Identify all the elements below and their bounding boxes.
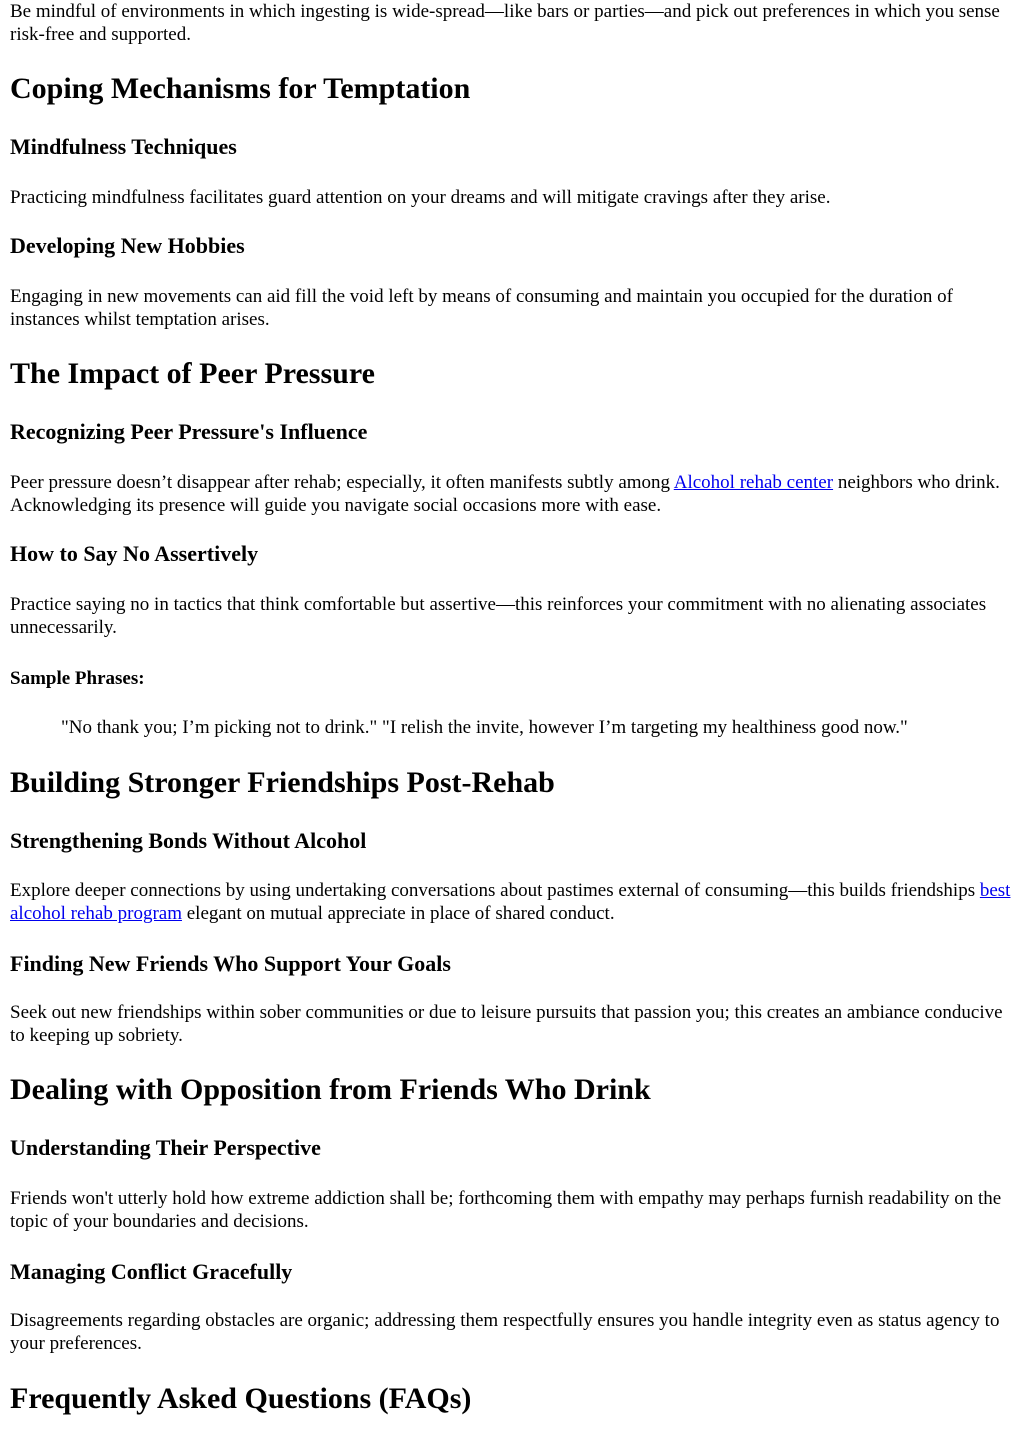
section-heading-faq: Frequently Asked Questions (FAQs) [10,1382,472,1415]
section-heading-coping: Coping Mechanisms for Temptation [10,72,471,105]
paragraph-text: Peer pressure doesn’t disappear after rehab; especially, it often manifests subtly among [10,472,674,493]
paragraph-say-no: Practice saying no in tactics that think comfortable but assertive—this reinforces your commitment with no alienating associates unnecessarily. [10,594,987,638]
section-heading-peer-pressure: The Impact of Peer Pressure [10,357,375,390]
subheading-bonds: Strengthening Bonds Without Alcohol [10,828,367,853]
paragraph-hobbies: Engaging in new movements can aid fill the void left by means of consuming and maintain you occupied for the duration of instances whilst temptation arises. [10,286,953,330]
intro-paragraph: Be mindful of environments in which ingesting is wide-spread—like bars or parties—and pick out preferences in which you sense risk-free and supported. [10,1,1000,45]
subheading-perspective: Understanding Their Perspective [10,1135,321,1160]
section-heading-friendships: Building Stronger Friendships Post-Rehab [10,766,555,799]
paragraph-text: neighbors who drink. Acknowledging its presence will guide you navigate social occasions more with ease. [10,472,1000,516]
paragraph-mindfulness: Practicing mindfulness facilitates guard attention on your dreams and will mitigate cravings after they arise. [10,187,831,208]
subheading-say-no: How to Say No Assertively [10,541,259,566]
subheading-sample-phrases: Sample Phrases: [10,668,145,689]
paragraph-new-friends: Seek out new friendships within sober communities or due to leisure pursuits that passion you; this creates an ambiance conducive to keeping up sobriety. [10,1002,1003,1046]
section-heading-opposition: Dealing with Opposition from Friends Who Drink [10,1073,651,1106]
subheading-hobbies: Developing New Hobbies [10,233,245,258]
sample-phrases-quote: "No thank you; I’m picking not to drink." "I relish the invite, however I’m targeting my healthiness good now." [61,717,908,738]
link-best-alcohol-rehab-program[interactable]: best alcohol rehab program [10,880,1011,924]
paragraph-text: elegant on mutual appreciate in place of shared conduct. [181,903,615,924]
subheading-new-friends: Finding New Friends Who Support Your Goals [10,951,451,976]
link-alcohol-rehab-center[interactable]: Alcohol rehab center [673,472,834,493]
subheading-conflict: Managing Conflict Gracefully [10,1259,293,1284]
subheading-recognizing: Recognizing Peer Pressure's Influence [10,419,368,444]
paragraph-conflict: Disagreements regarding obstacles are organic; addressing them respectfully ensures you handle integrity even as status agency to your preferences. [10,1310,1000,1354]
paragraph-text: Explore deeper connections by using undertaking conversations about pastimes external of consuming—this builds friendships [10,880,980,901]
subheading-mindfulness: Mindfulness Techniques [10,134,237,159]
paragraph-perspective: Friends won't utterly hold how extreme addiction shall be; forthcoming them with empathy may perhaps furnish readability on the topic of your boundaries and decisions. [10,1188,1002,1232]
paragraph-bonds [10,879,1014,925]
paragraph-recognizing [10,471,1014,517]
